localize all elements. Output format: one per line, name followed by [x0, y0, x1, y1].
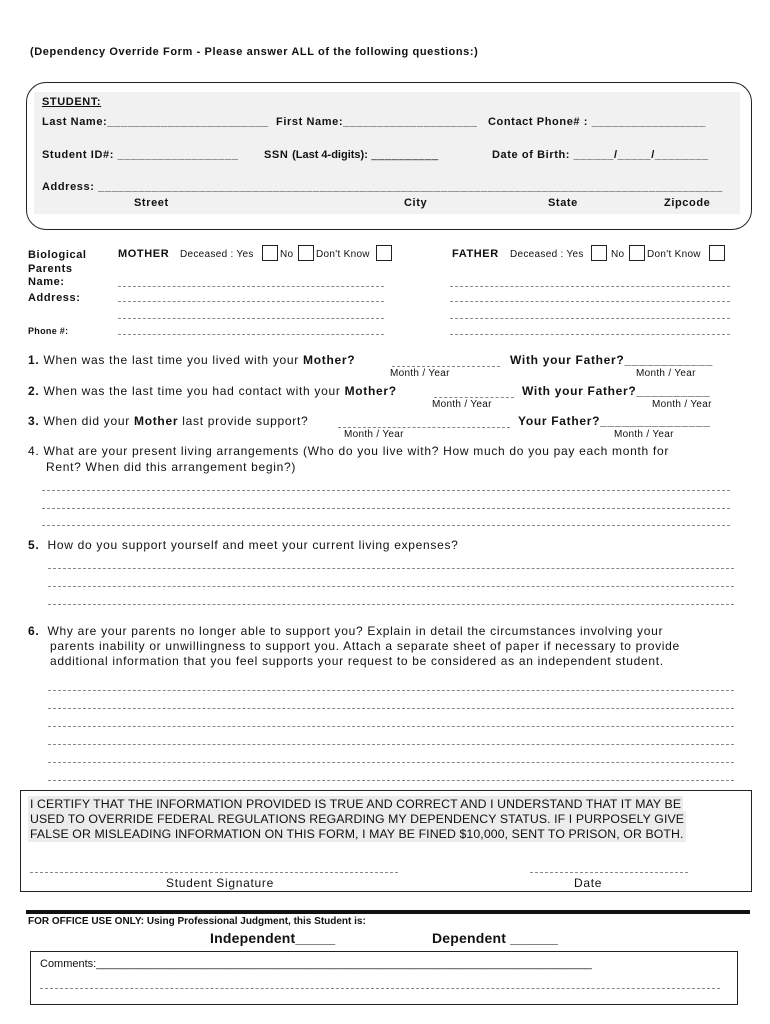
mother-name-line[interactable] — [118, 286, 384, 287]
last-name-field[interactable]: Last Name:________________________ — [42, 116, 269, 128]
question-6-number: 6. — [28, 624, 40, 638]
question-1-mother: Mother? — [303, 353, 356, 367]
form-title: (Dependency Override Form - Please answer ALL of the following questions:) — [30, 46, 479, 58]
question-6 — [28, 624, 663, 638]
question-2-text: When was the last time you had contact with your — [43, 384, 341, 398]
father-deceased-yes-checkbox[interactable] — [591, 245, 607, 261]
dob-field[interactable]: Date of Birth: ______/_____/________ — [492, 149, 709, 161]
father-address-line-1[interactable] — [450, 301, 730, 302]
father-dont-know-label: Don't Know — [647, 249, 701, 260]
question-6-line-2: parents inability or unwillingness to support you. Attach a separate sheet of paper if necessary to provide — [50, 639, 680, 653]
q6-answer-line-5[interactable] — [48, 762, 734, 763]
question-3-text: When did your — [43, 414, 130, 428]
question-4-continued: Rent? When did this arrangement begin?) — [46, 460, 297, 474]
parents-phone-label: Phone #: — [28, 326, 69, 336]
q3-mother-month-year: Month / Year — [344, 429, 404, 440]
mother-deceased-yes-checkbox[interactable] — [262, 245, 278, 261]
father-name-line[interactable] — [450, 286, 730, 287]
q2-mother-answer-line[interactable] — [434, 397, 514, 398]
mother-address-line-1[interactable] — [118, 301, 384, 302]
q6-answer-line-4[interactable] — [48, 744, 734, 745]
mother-phone-line[interactable] — [118, 334, 384, 335]
student-id-field[interactable]: Student ID#: __________________ — [42, 149, 239, 161]
zipcode-label: Zipcode — [664, 197, 711, 209]
question-1-father[interactable]: With your Father?____________ — [510, 353, 713, 367]
independent-field[interactable]: Independent_____ — [210, 930, 336, 946]
parents-name-label: Name: — [28, 276, 65, 288]
question-6-line-3: additional information that you feel supports your request to be considered as an independent student. — [50, 654, 664, 668]
ssn-label: SSN — [264, 149, 289, 161]
question-4: 4. What are your present living arrangements (Who do you live with? How much do you pay each month for — [28, 444, 670, 458]
q6-answer-line-3[interactable] — [48, 726, 734, 727]
street-label: Street — [134, 197, 169, 209]
mother-dont-know-checkbox[interactable] — [376, 245, 392, 261]
comments-field[interactable]: Comments:_________________________________________________________________________________ — [40, 958, 592, 970]
ssn-blank: __________ — [371, 149, 439, 161]
mother-dont-know-label: Don't Know — [316, 249, 370, 260]
question-2-father[interactable]: With your Father?__________ — [522, 384, 711, 398]
q4-answer-line-1[interactable] — [42, 490, 730, 491]
signature-line[interactable] — [30, 872, 398, 873]
q5-answer-line-2[interactable] — [48, 586, 734, 587]
father-deceased-no-checkbox[interactable] — [629, 245, 645, 261]
comments-line-2[interactable] — [40, 988, 720, 989]
question-5-number: 5. — [28, 538, 40, 552]
mother-label: MOTHER — [118, 248, 170, 260]
q6-answer-line-1[interactable] — [48, 690, 734, 691]
q3-father-month-year: Month / Year — [614, 429, 674, 440]
q6-answer-line-6[interactable] — [48, 780, 734, 781]
mother-address-line-2[interactable] — [118, 318, 384, 319]
q2-father-month-year: Month / Year — [652, 399, 712, 410]
question-1-text: When was the last time you lived with your — [43, 353, 299, 367]
question-3-father[interactable]: Your Father?_______________ — [518, 414, 711, 428]
father-phone-line[interactable] — [450, 334, 730, 335]
mother-deceased-no-label: No — [280, 249, 294, 260]
question-3 — [28, 414, 308, 428]
father-address-line-2[interactable] — [450, 318, 730, 319]
question-2 — [28, 384, 397, 398]
question-1-number: 1. — [28, 353, 40, 367]
q5-answer-line-3[interactable] — [48, 604, 734, 605]
date-label: Date — [574, 876, 603, 890]
q4-answer-line-3[interactable] — [42, 525, 730, 526]
father-dont-know-checkbox[interactable] — [709, 245, 725, 261]
q1-mother-answer-line[interactable] — [392, 366, 500, 367]
dependent-field[interactable]: Dependent ______ — [432, 930, 559, 946]
ssn-qualifier: (Last 4-digits): — [292, 149, 368, 161]
office-divider — [26, 910, 750, 914]
question-5-text: How do you support yourself and meet your current living expenses? — [47, 538, 459, 552]
q1-father-month-year: Month / Year — [636, 368, 696, 379]
biological-parents-label: Biological Parents — [28, 249, 87, 275]
father-label: FATHER — [452, 248, 499, 260]
ssn-field[interactable] — [264, 149, 439, 161]
question-3-number: 3. — [28, 414, 40, 428]
father-deceased-label: Deceased : Yes — [510, 249, 584, 260]
city-label: City — [404, 197, 428, 209]
office-use-heading: FOR OFFICE USE ONLY: Using Professional Judgment, this Student is: — [28, 916, 366, 927]
state-label: State — [548, 197, 578, 209]
parents-address-label: Address: — [28, 292, 81, 304]
q4-answer-line-2[interactable] — [42, 508, 730, 509]
question-1 — [28, 353, 355, 367]
certify-line-3: FALSE OR MISLEADING INFORMATION ON THIS FORM, I MAY BE FINED $10,000, SENT TO PRISON, OR BOTH. — [30, 827, 684, 841]
question-6-text: Why are your parents no longer able to support you? Explain in detail the circumstances involving your — [47, 624, 664, 638]
q6-answer-line-2[interactable] — [48, 708, 734, 709]
question-3-text-2: last provide support? — [182, 414, 309, 428]
student-signature-label: Student Signature — [166, 876, 274, 890]
certify-line-2: USED TO OVERRIDE FEDERAL REGULATIONS REGARDING MY DEPENDENCY STATUS. IF I PURPOSELY GIVE — [30, 812, 685, 826]
mother-deceased-no-checkbox[interactable] — [298, 245, 314, 261]
q2-mother-month-year: Month / Year — [432, 399, 492, 410]
date-line[interactable] — [530, 872, 688, 873]
mother-deceased-label: Deceased : Yes — [180, 249, 254, 260]
contact-phone-field[interactable]: Contact Phone# : _________________ — [488, 116, 706, 128]
certify-line-1: I CERTIFY THAT THE INFORMATION PROVIDED IS TRUE AND CORRECT AND I UNDERSTAND THAT IT MAY BE — [30, 797, 682, 811]
father-deceased-no-label: No — [611, 249, 625, 260]
address-field[interactable]: Address: _____________________________________________________________________________________________ — [42, 181, 723, 193]
question-2-mother: Mother? — [344, 384, 397, 398]
first-name-field[interactable]: First Name:____________________ — [276, 116, 478, 128]
question-3-mother: Mother — [134, 414, 179, 428]
question-2-number: 2. — [28, 384, 40, 398]
q3-mother-answer-line[interactable] — [338, 427, 510, 428]
q1-mother-month-year: Month / Year — [390, 368, 450, 379]
question-5 — [28, 538, 459, 552]
q5-answer-line-1[interactable] — [48, 568, 734, 569]
student-heading: STUDENT: — [42, 96, 102, 108]
